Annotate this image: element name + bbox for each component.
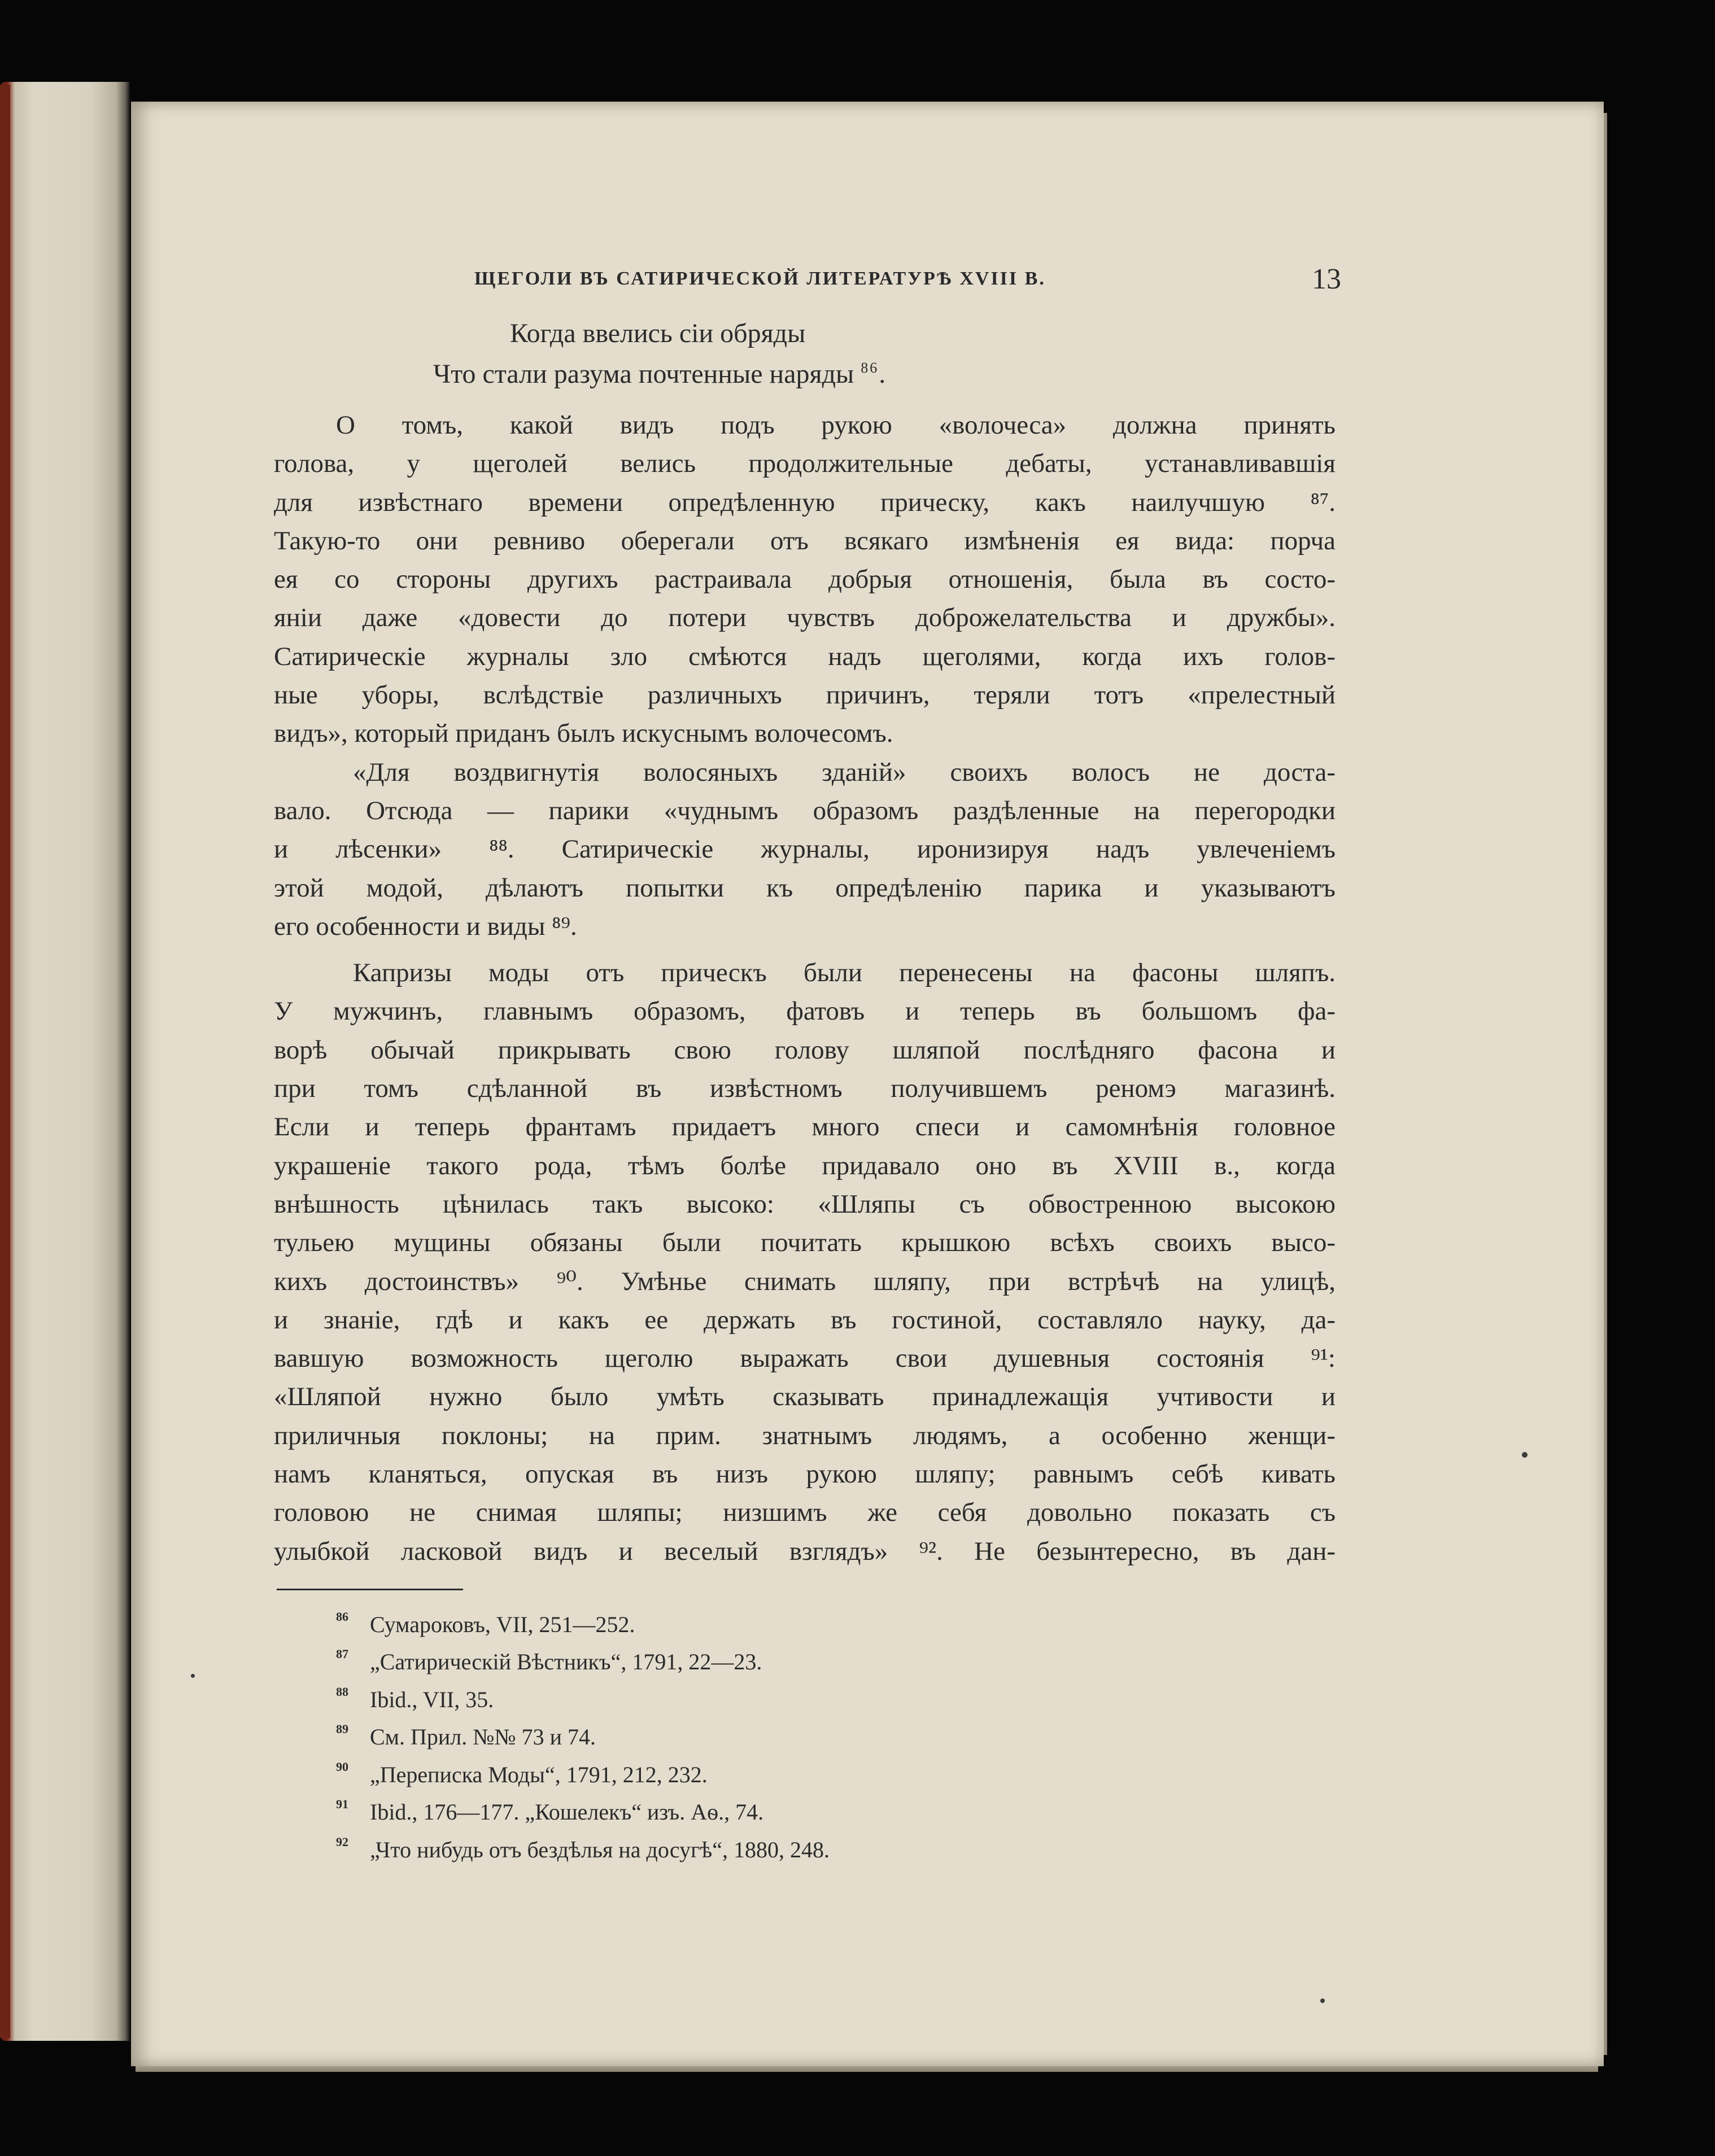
text-line: вало. Отсюда — парики «чуднымъ образомъ раздѣленные на перегородки (274, 795, 1336, 825)
footnote-rule (277, 1589, 463, 1590)
footnote-number: 86 (336, 1609, 348, 1624)
previous-page-edge (0, 82, 130, 2041)
footnote-text: Сумароковъ, VII, 251—252. (370, 1611, 635, 1637)
footnote-number: 92 (336, 1834, 348, 1849)
running-title: ЩЕГОЛИ ВЪ САТИРИЧЕСКОЙ ЛИТЕРАТУРѢ XVIII В. (474, 268, 1046, 289)
text-line: ные уборы, вслѣдствіе различныхъ причинъ, теряли тотъ «прелестный (274, 680, 1336, 710)
paragraph-hairstyles (274, 406, 1336, 753)
footnote-text: „Переписка Моды“, 1791, 212, 232. (370, 1761, 708, 1787)
footnote-number: 90 (336, 1759, 348, 1774)
text-line: его особенности и виды ⁸⁹. (274, 911, 577, 941)
verse-line: Что стали разума почтенные наряды $^{86}$. (433, 359, 886, 389)
text-line: тульею мущины обязаны были почитать крышкою всѣхъ своихъ высо- (274, 1228, 1336, 1258)
page-text (274, 257, 1341, 1869)
text-line: украшеніе такого рода, тѣмъ болѣе придавало оно въ XVIII в., когда (274, 1151, 1336, 1180)
running-head (274, 257, 1341, 308)
footnote-ref: 86 (861, 360, 879, 376)
footnote (274, 1794, 1336, 1831)
text-line: О томъ, какой видъ подъ рукою «волочеса» должна принять (336, 410, 1336, 440)
footnote-number: 91 (336, 1797, 348, 1812)
text-line: Капризы моды отъ прическъ были перенесены на фасоны шляпъ. (353, 958, 1336, 988)
footnote-text: Ibid., VII, 35. (370, 1686, 494, 1712)
text-line: намъ кланяться, опуская въ низъ рукою шляпу; равнымъ себѣ кивать (274, 1459, 1336, 1489)
text-line: ея со стороны другихъ растраивала добрыя отношенія, была въ состо- (274, 565, 1336, 594)
footnote-number: 89 (336, 1722, 348, 1737)
text-line: Сатирическіе журналы зло смѣются надъ щеголями, когда ихъ голов- (274, 641, 1336, 671)
text-line: голова, у щеголей велись продолжительные дебаты, устанавливавшія (274, 449, 1336, 479)
footnote-text: „Сатирическій Вѣстникъ“, 1791, 22—23. (370, 1649, 762, 1675)
text-line: улыбкой ласковой видъ и веселый взглядъ» ⁹². Не безынтересно, въ дан- (274, 1536, 1336, 1566)
text-line: приличныя поклоны; на прим. знатнымъ людямъ, а особенно женщи- (274, 1420, 1336, 1450)
verse-line: Когда ввелись сіи обряды (510, 318, 806, 348)
text-line: кихъ достоинствъ» ⁹⁰. Умѣнье снимать шляпу, при встрѣчѣ на улицѣ, (274, 1266, 1336, 1296)
footnote (274, 1831, 1336, 1869)
footnote-number: 87 (336, 1647, 348, 1661)
footnote-text: Ibid., 176—177. „Кошелекъ“ изъ. Аѳ., 74. (370, 1799, 764, 1825)
footnote (274, 1718, 1336, 1756)
footnote (274, 1643, 1336, 1681)
text-line: головою не снимая шляпы; низшимъ же себя довольно показать съ (274, 1498, 1336, 1528)
footnote (274, 1756, 1336, 1794)
text-line: Если и теперь франтамъ придаетъ много спеси и самомнѣнія головное (274, 1112, 1336, 1142)
text-line: и знаніе, гдѣ и какъ ее держать въ гостиной, составляло науку, да- (274, 1305, 1336, 1335)
text-line: «Шляпой нужно было умѣть сказывать принадлежащія учтивости и (274, 1382, 1336, 1412)
speck (1522, 1452, 1528, 1458)
text-line: вавшую возможность щеголю выражать свои душевныя состоянія ⁹¹: (274, 1344, 1336, 1374)
footnote (274, 1606, 1336, 1644)
book-cover-edge (0, 85, 10, 2038)
speck (1320, 1998, 1325, 2003)
text-line: этой модой, дѣлаютъ попытки къ опредѣленію парика и указываютъ (274, 873, 1336, 903)
text-line: видъ», который приданъ былъ искуснымъ волочесомъ. (274, 719, 893, 749)
paragraph-hats (274, 954, 1336, 1571)
paragraph-wigs (274, 753, 1336, 946)
page-number: 13 (1312, 263, 1341, 295)
speck (191, 1674, 195, 1678)
footnote-text: См. Прил. №№ 73 и 74. (370, 1724, 596, 1750)
text-line: «Для воздвигнутія волосяныхъ зданій» своихъ волосъ не доста- (353, 757, 1336, 787)
text-line: ворѣ обычай прикрывать свою голову шляпой послѣдняго фасона и (274, 1035, 1336, 1065)
text-line: для извѣстнаго времени опредѣленную прическу, какъ наилучшую ⁸⁷. (274, 487, 1336, 517)
footnote-number: 88 (336, 1684, 348, 1699)
verse-quote (274, 308, 1336, 395)
footnotes (274, 1606, 1336, 1869)
text-line: при томъ сдѣланной въ извѣстномъ получившемъ реномэ магазинѣ. (274, 1074, 1336, 1104)
footnote-text: „Что нибудь отъ бездѣлья на досугѣ“, 1880, 248. (370, 1836, 830, 1862)
text-line: внѣшность цѣнилась такъ высоко: «Шляпы съ обвостренною высокою (274, 1189, 1336, 1219)
text-line: и лѣсенки» ⁸⁸. Сатирическіе журналы, иронизируя надъ увлеченіемъ (274, 834, 1336, 864)
footnote (274, 1681, 1336, 1719)
text-line: Такую-то они ревниво оберегали отъ всякаго измѣненія ея вида: порча (274, 526, 1336, 556)
text-line: У мужчинъ, главнымъ образомъ, фатовъ и теперь въ большомъ фа- (274, 996, 1336, 1026)
text-line: яніи даже «довести до потери чувствъ доброжелательства и дружбы». (274, 603, 1336, 633)
